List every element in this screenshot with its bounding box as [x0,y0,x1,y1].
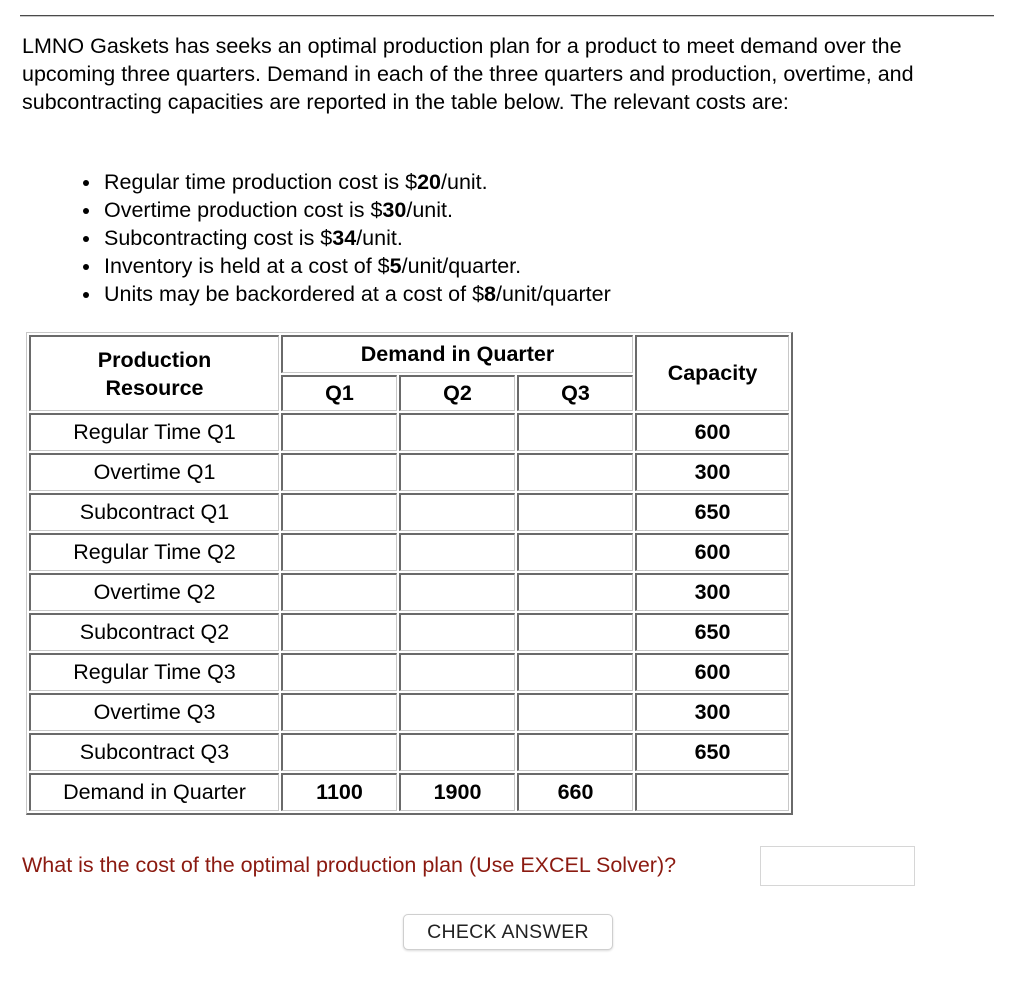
empty-cell [281,613,397,651]
row-label: Subcontract Q2 [29,613,279,651]
table-row [29,533,789,571]
table-row [29,653,789,691]
empty-cell [281,653,397,691]
capacity-value: 600 [635,653,789,691]
capacity-value: 300 [635,693,789,731]
table-row [29,493,789,531]
demand-q1: 1100 [281,773,397,811]
answer-input[interactable] [760,846,915,886]
cost-list [64,168,611,308]
quarter-header-q1: Q1 [281,375,397,411]
quarter-header-q3: Q3 [517,375,633,411]
table-row [29,613,789,651]
demand-q2: 1900 [399,773,515,811]
production-plan-table [26,332,793,815]
empty-cell [517,533,633,571]
empty-cell [399,613,515,651]
row-label: Overtime Q1 [29,453,279,491]
quarter-header-q2: Q2 [399,375,515,411]
row-label: Overtime Q2 [29,573,279,611]
row-label: Subcontract Q1 [29,493,279,531]
cost-item-inventory: • Inventory is held at a cost of $5/unit/quarter. [102,252,611,280]
question-text: What is the cost of the optimal production plan (Use EXCEL Solver)? [22,853,677,877]
empty-cell [281,693,397,731]
check-answer-button[interactable]: CHECK ANSWER [403,914,613,950]
cost-item-backorder: • Units may be backordered at a cost of $8/unit/quarter [102,280,611,308]
empty-cell [281,453,397,491]
capacity-value: 600 [635,533,789,571]
row-label: Overtime Q3 [29,693,279,731]
cost-item-overtime: • Overtime production cost is $30/unit. [102,196,611,224]
capacity-value: 650 [635,613,789,651]
empty-cell [517,693,633,731]
demand-row [29,773,789,811]
problem-intro: LMNO Gaskets has seeks an optimal production plan for a product to meet demand over the upcoming three quarters. Demand in each of the three quarters and production, overtime, and subcontracting capacities are reported in the table below. The relevant costs are: [22,34,914,114]
empty-cell [399,693,515,731]
empty-cell [517,493,633,531]
table-row [29,733,789,771]
empty-cell [399,453,515,491]
row-label: Regular Time Q1 [29,413,279,451]
empty-cell [281,733,397,771]
empty-cell [399,413,515,451]
empty-cell [399,533,515,571]
empty-cell [281,573,397,611]
row-label: Subcontract Q3 [29,733,279,771]
empty-cell [517,453,633,491]
empty-cell [517,613,633,651]
empty-cell [281,493,397,531]
demand-q3: 660 [517,773,633,811]
capacity-value: 650 [635,493,789,531]
table-row [29,573,789,611]
empty-cell [399,653,515,691]
resource-header: Production Resource [29,335,279,411]
empty-cell [281,533,397,571]
top-divider [20,15,994,17]
empty-cell [635,773,789,811]
table-row [29,413,789,451]
row-label: Regular Time Q2 [29,533,279,571]
empty-cell [399,493,515,531]
capacity-value: 300 [635,573,789,611]
capacity-value: 600 [635,413,789,451]
cost-item-regular: • Regular time production cost is $20/unit. [102,168,611,196]
capacity-value: 650 [635,733,789,771]
capacity-value: 300 [635,453,789,491]
empty-cell [517,733,633,771]
capacity-header: Capacity [635,335,789,411]
empty-cell [399,573,515,611]
empty-cell [517,573,633,611]
demand-row-label: Demand in Quarter [29,773,279,811]
row-label: Regular Time Q3 [29,653,279,691]
empty-cell [399,733,515,771]
empty-cell [517,653,633,691]
cost-item-subcontract: • Subcontracting cost is $34/unit. [102,224,611,252]
table-row [29,693,789,731]
empty-cell [517,413,633,451]
table-row [29,453,789,491]
demand-header: Demand in Quarter [281,335,633,373]
empty-cell [281,413,397,451]
